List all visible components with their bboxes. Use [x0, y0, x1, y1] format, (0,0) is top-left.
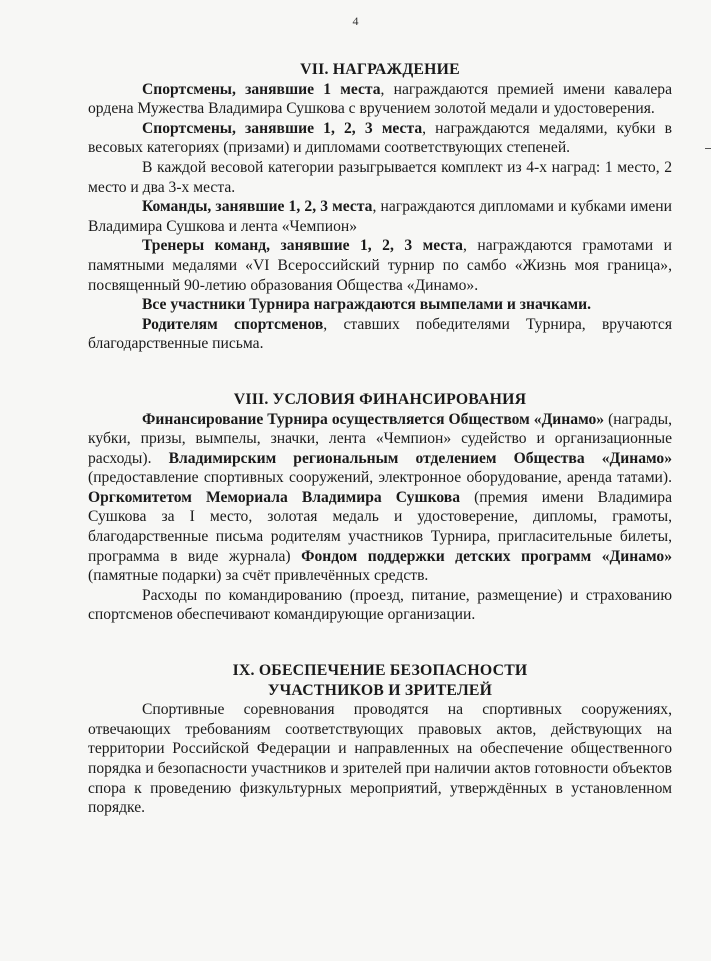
- paragraph-text: (награды, кубки, призы, вымпелы, значки, лента «Чемпион» судейство и организационные расходы).: [88, 410, 672, 467]
- section-title-safety-line-2: УЧАСТНИКОВ И ЗРИТЕЛЕЙ: [267, 681, 493, 699]
- section-awards: [88, 60, 672, 354]
- document-body: [88, 60, 672, 818]
- awards-paragraph-6: [88, 295, 672, 315]
- paragraph-text: , награждаются дипломами и кубками имени Владимира Сушкова и лента «Чемпион»: [88, 198, 672, 235]
- section-title-safety-line-1: IX. ОБЕСПЕЧЕНИЕ БЕЗОПАСНОСТИ: [232, 662, 528, 680]
- section-financing: [88, 390, 672, 625]
- paragraph-text: , награждаются медалями, кубки в весовых категориях (призами) и дипломами соответствующих степеней.: [88, 119, 672, 157]
- awards-paragraph-4: [88, 197, 672, 236]
- financing-paragraph-2: Расходы по командированию (проезд, питание, размещение) и страхованию спортсменов обеспечивают командирующие организации.: [88, 586, 672, 624]
- section-safety: [88, 661, 672, 818]
- bold-lead: Фондом поддержки детских программ «Динамо»: [301, 547, 673, 565]
- bold-lead: Тренеры команд, занявшие 1, 2, 3 места: [142, 237, 463, 255]
- awards-paragraph-5: [88, 236, 672, 295]
- bold-lead: Спортсмены, занявшие 1 места: [142, 80, 381, 98]
- page-number: 4: [352, 14, 359, 28]
- bold-lead: Оргкомитетом Мемориала Владимира Сушкова: [88, 488, 461, 506]
- financing-paragraph-1: [88, 410, 672, 586]
- paragraph-text: (премия имени Владимира Сушкова за I место, золотая медаль и удостоверение, дипломы, грамоты, благодарственные письма родителям участников Турнира, пригласительные билеты, программа в виде журнала): [88, 488, 672, 565]
- section-title-financing: VIII. УСЛОВИЯ ФИНАНСИРОВАНИЯ: [233, 390, 527, 408]
- bold-lead: Спортсмены, занявшие 1, 2, 3 места: [142, 119, 423, 137]
- bold-lead: Команды, занявшие 1, 2, 3 места: [142, 198, 373, 216]
- bold-lead: Владимирским региональным отделением Общества «Динамо»: [168, 449, 672, 467]
- bold-lead: Все участники Турнира награждаются вымпелами и значками.: [142, 296, 592, 314]
- safety-paragraph-1: Спортивные соревнования проводятся на спортивных сооружениях, отвечающих требованиям соответствующих правовых актов, действующих на территории Российской Федерации и направленных на обеспечение общественного порядка и безопасности участников и зрителей при наличии актов готовности объектов спора к проведению физкультурных мероприятий, утверждённых в установленном порядке.: [88, 701, 672, 817]
- section-title-awards: VII. НАГРАЖДЕНИЕ: [300, 61, 460, 78]
- awards-paragraph-2: [88, 119, 672, 158]
- paragraph-text: , ставших победителями Турнира, вручаются благодарственные письма.: [88, 315, 672, 353]
- bold-lead: Финансирование Турнира осуществляется Обществом «Динамо»: [142, 410, 605, 428]
- awards-paragraph-1: [88, 80, 672, 119]
- paragraph-text: , награждаются грамотами и памятными медалями «VI Всероссийский турнир по самбо «Жизнь моя граница», посвященный 90-летию образования Общества «Динамо».: [88, 237, 672, 294]
- awards-paragraph-7: [88, 315, 672, 354]
- awards-paragraph-3: В каждой весовой категории разыгрывается комплект из 4-х наград: 1 место, 2 место и два 3-х места.: [88, 158, 672, 196]
- paragraph-text: , награждаются премией имени кавалера ордена Мужества Владимира Сушкова с вручением золотой медали и удостоверения.: [88, 80, 673, 118]
- paragraph-text: (памятные подарки) за счёт привлечённых средств.: [88, 567, 429, 585]
- scan-edge-mark: [705, 148, 711, 149]
- bold-lead: Родителям спортсменов: [142, 315, 324, 333]
- paragraph-text: (предоставление спортивных сооружений, электронное оборудование, аренда татами).: [88, 469, 672, 487]
